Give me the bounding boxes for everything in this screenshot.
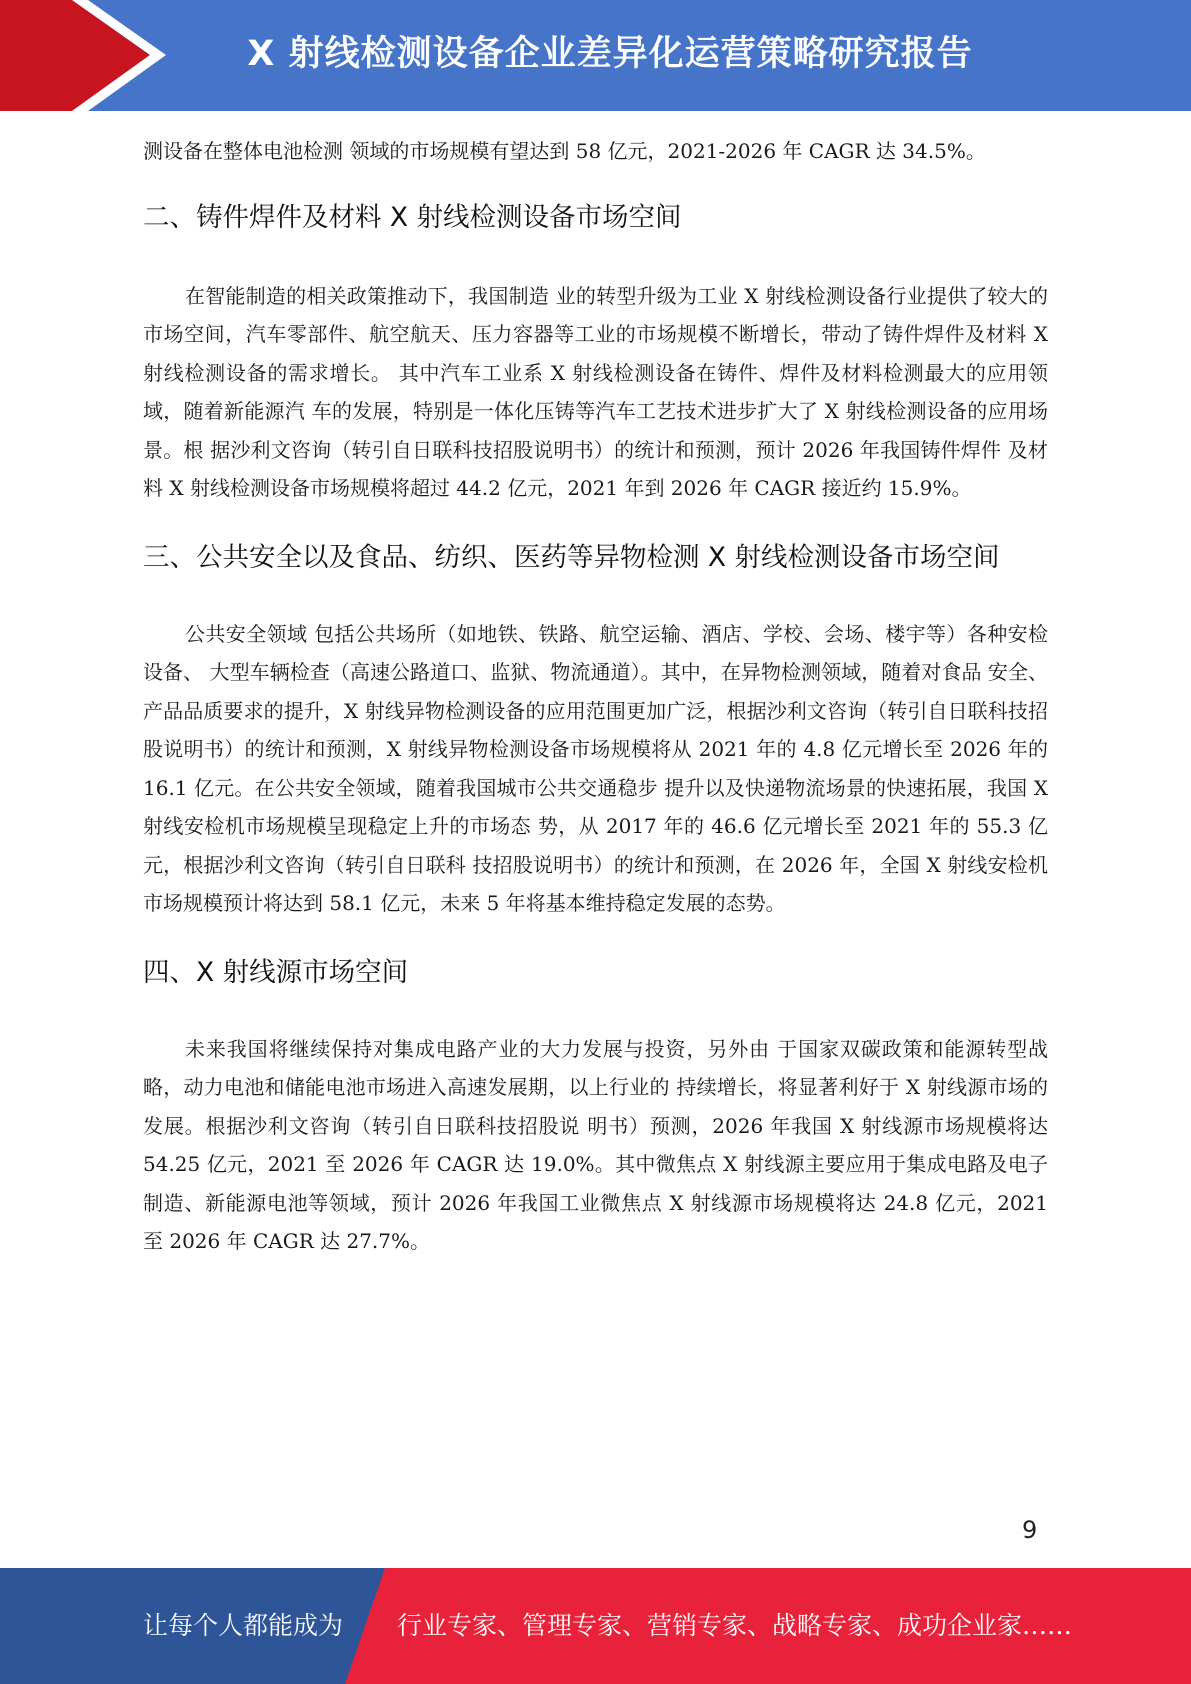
section-3-paragraph: 公共安全领域 包括公共场所（如地铁、铁路、航空运输、酒店、学校、会场、楼宇等）各种安检设备、 大型车辆检查（高速公路道口、监狱、物流通道）。其中，在异物检测领域，随着对食品 安全、产品品质要求的提升，X 射线异物检测设备的应用范围更加广泛，根据沙利文咨询（转引自日联科技招股说明书）的统计和预测，X 射线异物检测设备市场规模将从 2021 年的 4.8 亿元增长至 2026 年的 16.1 亿元。在公共安全领域，随着我国城市公共交通稳步 提升以及快递物流场景的快速拓展，我国 X 射线安检机市场规模呈现稳定上升的市场态 势，从 2017 年的 46.6 亿元增长至 2021 年的 55.3 亿元，根据沙利文咨询（转引自日联科 技招股说明书）的统计和预测，在 2026 年，全国 X 射线安检机市场规模预计将达到 58.1 亿元，未来 5 年将基本维持稳定发展的态势。: [143, 621, 1048, 915]
section-heading-3: 三、公共安全以及食品、纺织、医药等异物检测 X 射线检测设备市场空间: [143, 541, 1000, 573]
document-body: [143, 132, 1048, 1261]
page-footer: [0, 1568, 1191, 1684]
footer-slogan-left: 让每个人都能成为: [143, 1611, 344, 1640]
paragraph-continued: 测设备在整体电池检测 领域的市场规模有望达到 58 亿元，2021-2026 年 CAGR 达 34.5%。: [143, 139, 986, 163]
section-2-paragraph: 在智能制造的相关政策推动下，我国制造 业的转型升级为工业 X 射线检测设备行业提供了较大的市场空间，汽车零部件、航空航天、压力容器等工业的市场规模不断增长，带动了铸件焊件及材料 X 射线检测设备的需求增长。 其中汽车工业系 X 射线检测设备在铸件、焊件及材料检测最大的应用领域，随着新能源汽 车的发展，特别是一体化压铸等汽车工艺技术进步扩大了 X 射线检测设备的应用场景。根 据沙利文咨询（转引自日联科技招股说明书）的统计和预测，预计 2026 年我国铸件焊件 及材料 X 射线检测设备市场规模将超过 44.2 亿元，2021 年到 2026 年 CAGR 接近约 15.9%。: [143, 283, 1048, 500]
page-header: [0, 0, 1191, 111]
section-4-paragraph: 未来我国将继续保持对集成电路产业的大力发展与投资，另外由 于国家双碳政策和能源转型战略，动力电池和储能电池市场进入高速发展期，以上行业的 持续增长，将显著利好于 X 射线源市场的发展。根据沙利文咨询（转引自日联科技招股说 明书）预测，2026 年我国 X 射线源市场规模将达 54.25 亿元，2021 至 2026 年 CAGR 达 19.0%。其中微焦点 X 射线源主要应用于集成电路及电子制造、新能源电池等领域，预计 2026 年我国工业微焦点 X 射线源市场规模将达 24.8 亿元，2021 至 2026 年 CAGR 达 27.7%。: [143, 1036, 1048, 1253]
footer-slogan-right: 行业专家、管理专家、营销专家、战略专家、成功企业家……: [397, 1611, 1073, 1640]
page-number: 9: [1022, 1516, 1038, 1544]
section-heading-2: 二、铸件焊件及材料 X 射线检测设备市场空间: [143, 201, 682, 233]
report-title: X 射线检测设备企业差异化运营策略研究报告: [247, 34, 973, 74]
section-heading-4: 四、X 射线源市场空间: [143, 956, 409, 988]
